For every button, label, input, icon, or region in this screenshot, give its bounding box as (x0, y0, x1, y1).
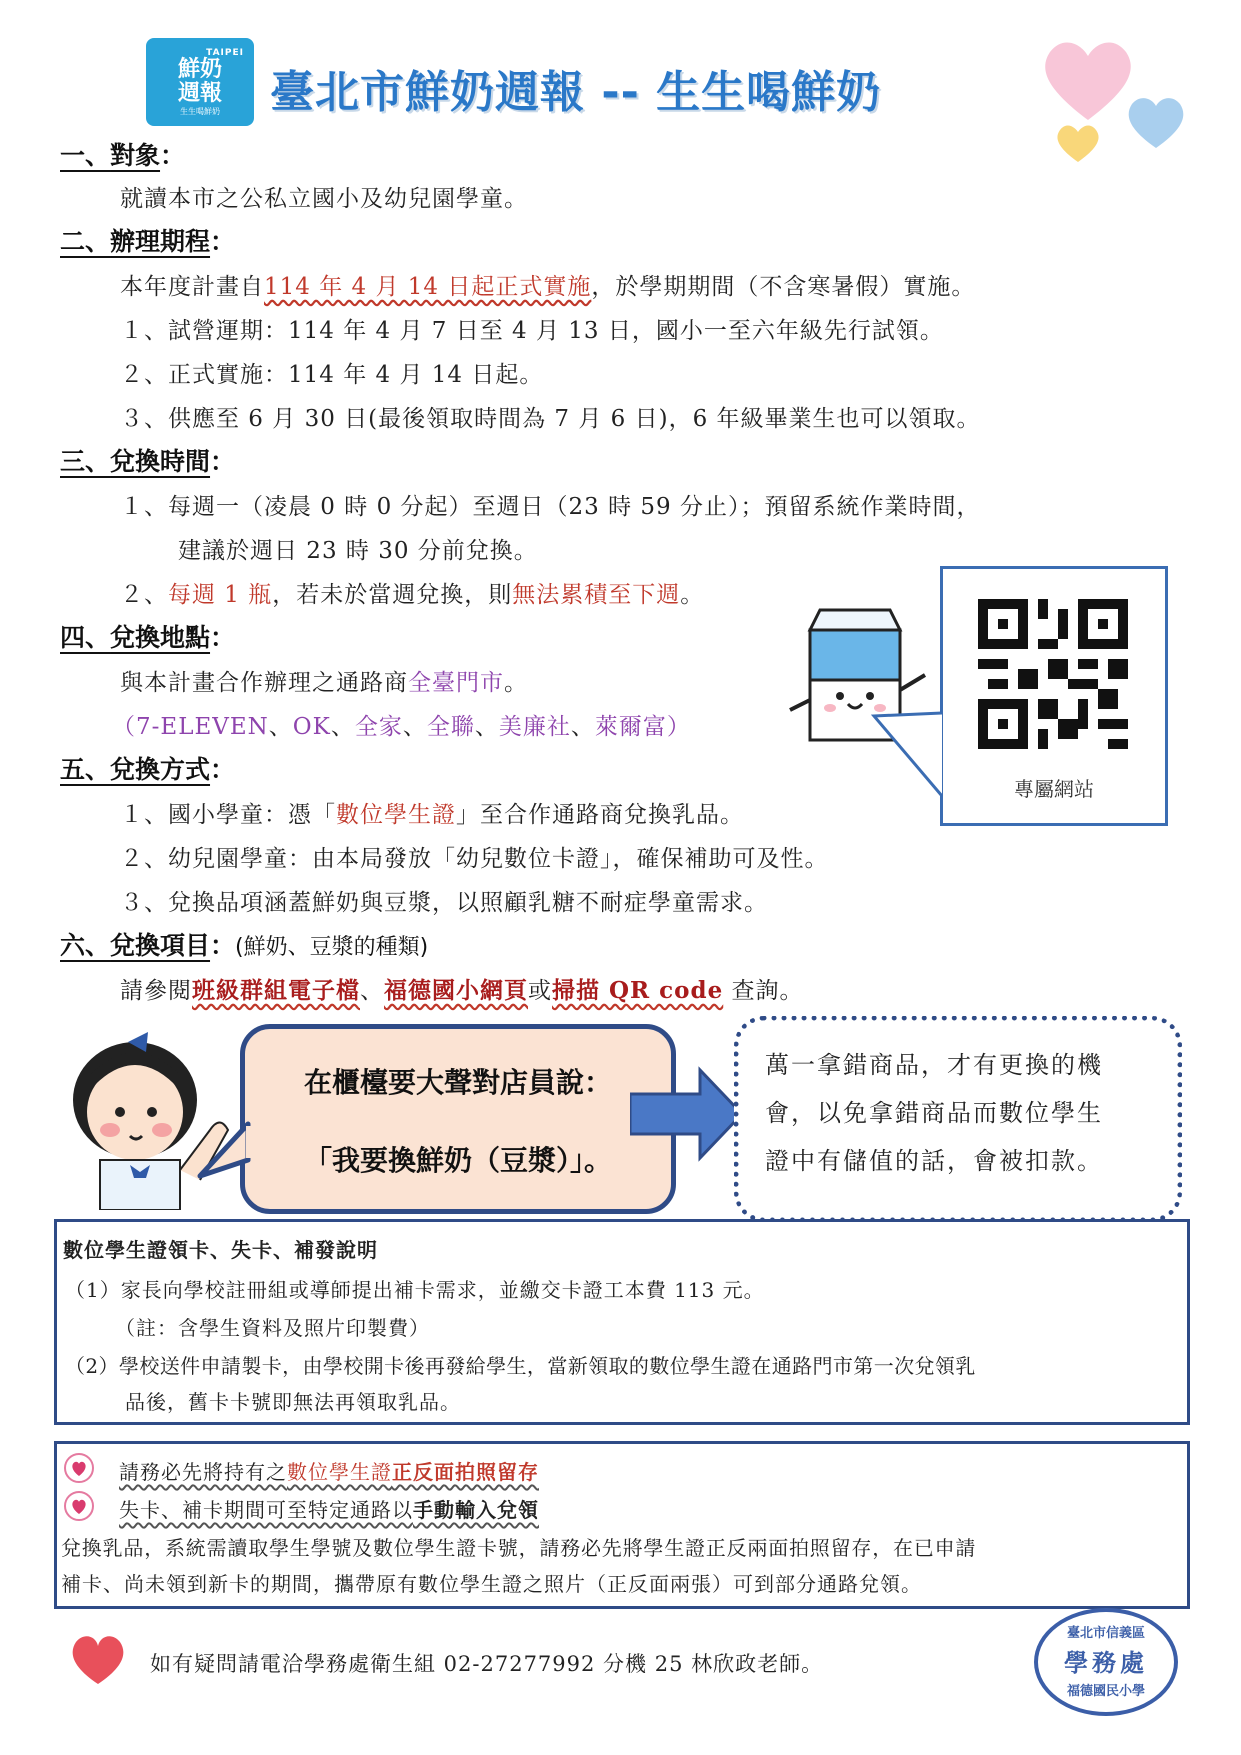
arrow-right-icon (630, 1066, 750, 1162)
speech-line-1: 在櫃檯要大聲對店員說： (303, 1066, 612, 1099)
speech-line-2: 「我要換鮮奶（豆漿）」。 (303, 1144, 612, 1177)
section-4-line-1: 與本計畫合作辦理之通路商全臺門市。 (120, 670, 528, 696)
speech-bubble-tail (196, 1120, 256, 1180)
section-1-heading: 一、對象： (60, 141, 186, 170)
girl-mascot-icon (50, 1020, 240, 1210)
notice-paragraph-1: 兌換乳品，系統需讀取學生學號及數位學生證卡號，請務必先將學生證正反兩面拍照留存，在已申請 (61, 1536, 977, 1560)
section-5-heading: 五、兌換方式： (60, 755, 236, 784)
section-3-heading: 三、兌換時間： (60, 447, 236, 476)
section-2-heading: 二、辦理期程： (60, 227, 236, 256)
section-2-line-2: １、試營運期：114 年 4 月 7 日至 4 月 13 日，國小一至六年級先行試領。 (120, 318, 944, 344)
section-5-line-1: １、國小學童：憑「數位學生證」至合作通路商兌換乳品。 (120, 802, 744, 828)
notice-bullet-2: 失卡、補卡期間可至特定通路以手動輸入兌領 (119, 1498, 539, 1522)
speech-tail-qr (870, 710, 944, 800)
section-3-line-2: 建議於週日 23 時 30 分前兌換。 (178, 538, 538, 564)
logo-line1: 鮮奶 (177, 56, 222, 82)
heart-bullet-icon (63, 1490, 95, 1522)
warning-line-2: 會，以免拿錯商品而數位學生 (765, 1099, 1103, 1127)
logo-line2: 週報 (177, 80, 222, 106)
section-2-line-3: ２、正式實施：114 年 4 月 14 日起。 (120, 362, 544, 388)
heart-icon (66, 1628, 130, 1688)
section-6-line-1: 請參閱班級群組電子檔、福德國小網頁或掃描 QR code 查詢。 (120, 977, 804, 1004)
section-3-line-3: ２、每週 1 瓶，若未於當週兌換，則無法累積至下週。 (120, 582, 705, 608)
contact-footer: 如有疑問請電洽學務處衛生組 02-27277992 分機 25 林欣政老師。 (150, 1652, 824, 1676)
store-list: （7-ELEVEN、OK、全家、全聯、美廉社、萊爾富） (112, 714, 691, 740)
card-info-box (54, 1219, 1190, 1425)
notice-bullet-1: 請務必先將持有之數位學生證正反面拍照留存 (119, 1460, 539, 1484)
section-5-line-3: ３、兌換品項涵蓋鮮奶與豆漿，以照顧乳糖不耐症學童需求。 (120, 890, 768, 916)
section-6-heading: 六、兌換項目：(鮮奶、豆漿的種類) (60, 931, 429, 960)
hearts-decoration-icon (1038, 30, 1188, 170)
warning-note-box (734, 1016, 1182, 1222)
card-info-item-2a: （2）學校送件申請製卡，由學校開卡後再發給學生，當新領取的數位學生證在通路門市第一次兌領乳 (65, 1354, 976, 1378)
warning-line-1: 萬一拿錯商品，才有更換的機 (765, 1051, 1103, 1079)
qr-label: 專屬網站 (1014, 777, 1094, 801)
office-stamp: 臺北市信義區 學務處 福德國民小學 (1034, 1608, 1178, 1716)
section-4-heading: 四、兌換地點： (60, 623, 236, 652)
section-1-line: 就讀本市之公私立國小及幼兒園學童。 (120, 186, 528, 212)
section-3-line-1: １、每週一（凌晨 0 時 0 分起）至週日（23 時 59 分止）；預留系統作業時間， (120, 494, 981, 520)
page-title: 臺北市鮮奶週報 -- 生生喝鮮奶 (270, 67, 882, 118)
card-info-item-1: （1）家長向學校註冊組或導師提出補卡需求，並繳交卡證工本費 113 元。 (65, 1278, 765, 1302)
card-info-item-1-note: （註：含學生資料及照片印製費） (115, 1316, 430, 1340)
notice-paragraph-2: 補卡、尚未領到新卡的期間，攜帶原有數位學生證之照片（正反面兩張）可到部分通路兌領。 (61, 1572, 922, 1596)
card-info-title: 數位學生證領卡、失卡、補發說明 (63, 1238, 378, 1262)
notice-box (54, 1441, 1190, 1609)
qr-code-panel (940, 566, 1168, 826)
logo-caption: 生生喝鮮奶 (180, 106, 220, 116)
heart-bullet-icon (63, 1452, 95, 1484)
warning-line-3: 證中有儲值的話，會被扣款。 (765, 1147, 1103, 1175)
card-info-item-2b: 品後，舊卡卡號即無法再領取乳品。 (125, 1390, 461, 1414)
logo-small-text: TAIPEI (206, 47, 244, 58)
section-5-line-2: ２、幼兒園學童：由本局發放「幼兒數位卡證」，確保補助可及性。 (120, 846, 829, 872)
newsletter-logo (146, 38, 254, 126)
section-2-line-4: ３、供應至 6 月 30 日(最後領取時間為 7 月 6 日)，6 年級畢業生也可以領取。 (120, 406, 981, 432)
qr-code-icon[interactable] (978, 599, 1128, 749)
section-2-line-1: 本年度計畫自114 年 4 月 14 日起正式實施，於學期期間（不含寒暑假）實施。 (120, 274, 976, 300)
speech-bubble (240, 1024, 676, 1214)
